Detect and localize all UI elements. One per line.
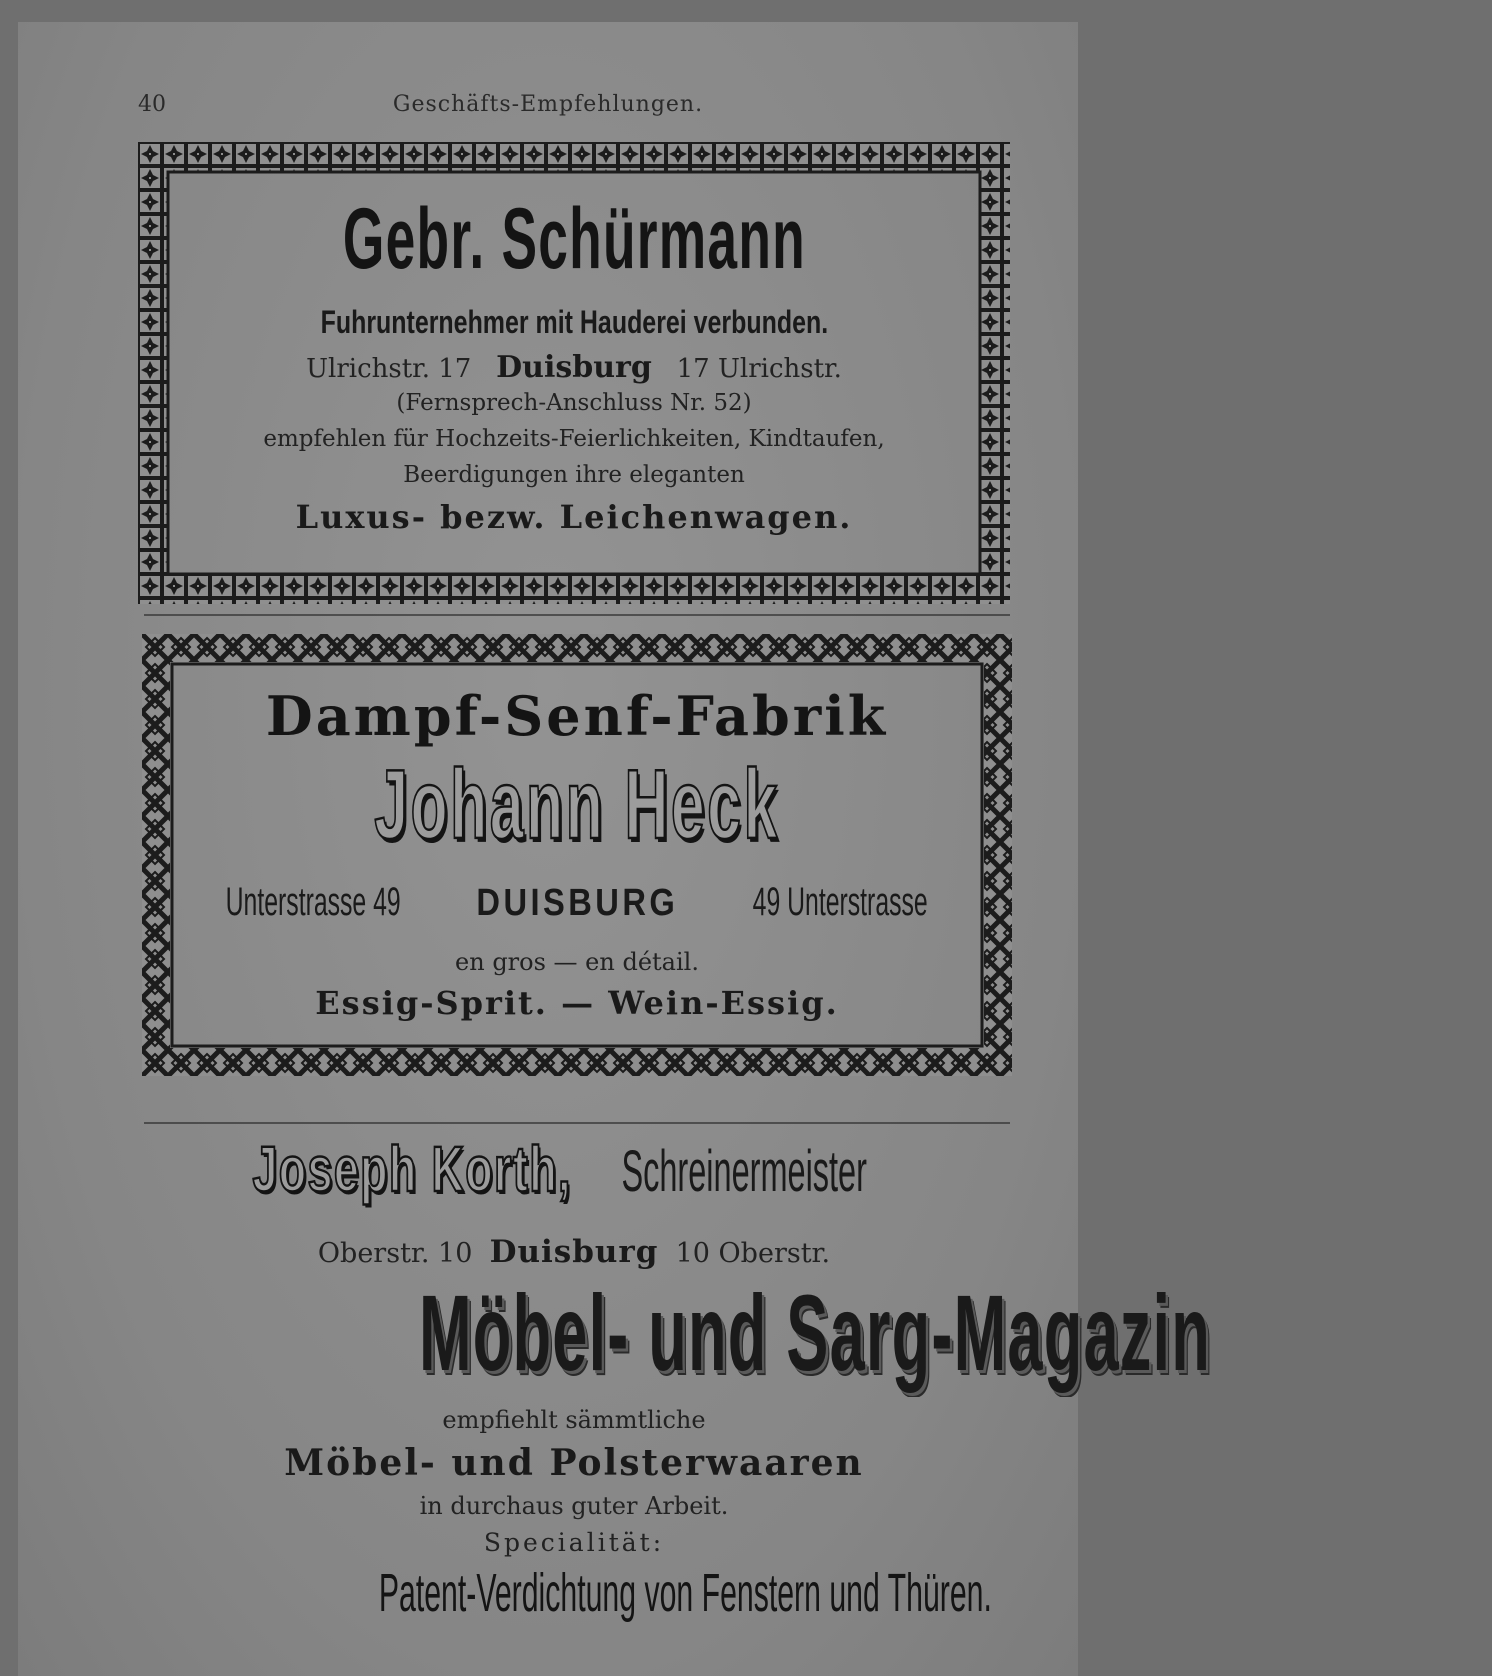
page-number: 40 <box>138 92 166 117</box>
ad-korth-line2: in durchaus guter Arbeit. <box>419 1492 729 1520</box>
ad-schuermann-highlight: Luxus- bezw. Leichenwagen. <box>295 498 853 536</box>
ad-heck-city: DUISBURG <box>476 882 678 924</box>
page-sheet <box>18 22 1212 1676</box>
ad-heck-title: Dampf-Senf-Fabrik <box>265 684 889 748</box>
ad-korth-heading <box>138 1132 1010 1206</box>
ad-schuermann-line1: empfehlen für Hochzeits-Feierlichkeiten, Kindtaufen, <box>263 426 885 452</box>
ad-heck-trade: en gros — en détail. <box>455 948 699 976</box>
ad-schuermann-line2: Beerdigungen ihre eleganten <box>403 462 745 488</box>
ad-schuermann-address-right: 17 Ulrichstr. <box>676 354 842 384</box>
ad-heck-address-right: 49 Unterstrasse <box>753 880 929 924</box>
ad-heck-address <box>142 880 1012 925</box>
divider-2 <box>144 1122 1010 1124</box>
ad-schuermann-address <box>138 350 1010 385</box>
ad-schuermann <box>138 142 1010 604</box>
ad-korth-special: Patent-Verdichtung von Fenstern und Thüren. <box>378 1563 992 1623</box>
ad-korth-city: Duisburg <box>489 1234 659 1270</box>
divider-1 <box>144 614 1010 616</box>
ad-schuermann-address-left: Ulrichstr. 17 <box>306 354 472 384</box>
ad-korth-address-left: Oberstr. 10 <box>317 1238 473 1269</box>
ad-korth-name: Joseph Korth, <box>252 1133 572 1205</box>
ad-schuermann-city: Duisburg <box>496 350 652 385</box>
ad-korth-address <box>138 1234 1010 1270</box>
ad-korth-headline: Möbel- und Sarg-Magazin <box>418 1272 1212 1393</box>
page-title: Geschäfts-Empfehlungen. <box>392 92 704 117</box>
ad-schuermann-tagline: Fuhrunternehmer mit Hauderei verbunden. <box>320 304 828 340</box>
ad-korth-products: Möbel- und Polsterwaaren <box>284 1442 864 1484</box>
ad-heck-address-left: Unterstrasse 49 <box>225 880 401 924</box>
ad-heck <box>142 634 1012 1076</box>
ad-korth-special-label: Specialität: <box>483 1528 665 1557</box>
ad-heck-name: Johann Heck <box>374 749 780 859</box>
ad-korth-profession: Schreinermeister <box>621 1139 868 1204</box>
ad-korth-line1: empfiehlt sämmtliche <box>442 1406 706 1434</box>
ad-korth-address-right: 10 Oberstr. <box>675 1238 831 1269</box>
ad-schuermann-phone: (Fernsprech-Anschluss Nr. 52) <box>396 390 752 416</box>
ad-heck-products: Essig-Sprit. — Wein-Essig. <box>315 984 839 1022</box>
ad-korth <box>138 1132 1212 1672</box>
ad-schuermann-name: Gebr. Schürmann <box>342 191 806 287</box>
